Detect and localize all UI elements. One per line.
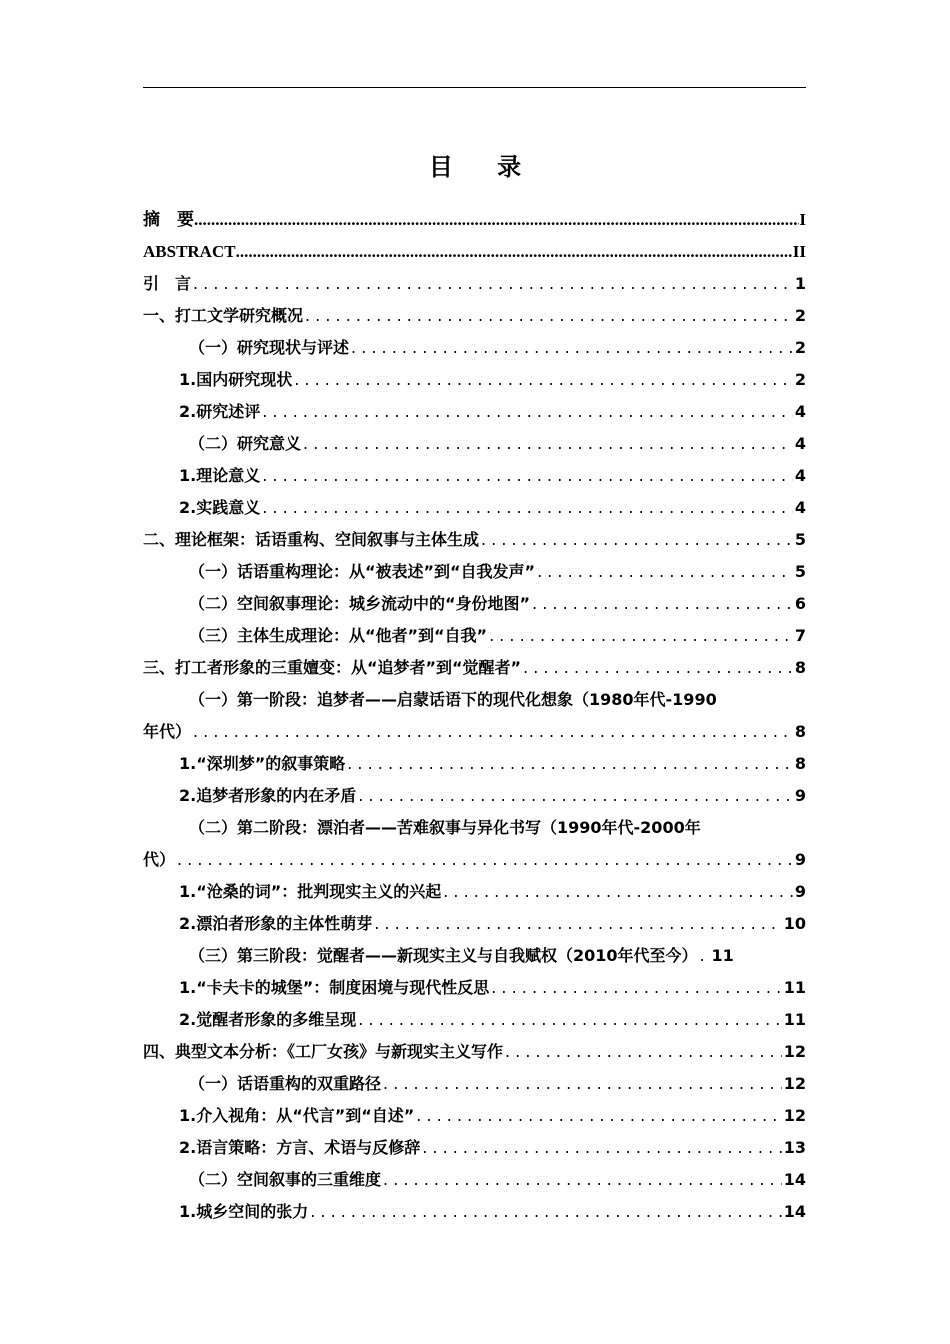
- toc-page-number: 11: [711, 946, 734, 965]
- toc-entry[interactable]: [143, 972, 806, 1004]
- toc-entry[interactable]: [143, 1068, 806, 1100]
- toc-entry-title: （二）研究意义: [189, 434, 302, 453]
- toc-entry-title: 引 言: [143, 274, 192, 293]
- toc-page-number: II: [792, 242, 806, 261]
- toc-entry[interactable]: [143, 332, 806, 364]
- toc-entry-title: 1.“卡夫卡的城堡”：制度困境与现代性反思: [179, 978, 490, 997]
- toc-page-number: 1: [794, 274, 806, 293]
- toc-page-number: 8: [794, 722, 806, 741]
- toc-entry[interactable]: [143, 204, 806, 236]
- toc-page-number: 4: [794, 434, 806, 453]
- toc-entry[interactable]: [143, 396, 806, 428]
- toc-entry[interactable]: [143, 492, 806, 524]
- toc-entry-title-line2: 年代）: [143, 722, 192, 741]
- toc-page-number: 2: [794, 338, 806, 357]
- toc-page-number: 5: [794, 530, 806, 549]
- toc-page-number: 12: [783, 1074, 806, 1093]
- toc-entry[interactable]: [143, 300, 806, 332]
- toc-entry[interactable]: [143, 748, 806, 780]
- toc-entry-title: 2.追梦者形象的内在矛盾: [179, 786, 357, 805]
- toc-entry[interactable]: [143, 716, 806, 748]
- toc-page-number: 7: [794, 626, 806, 645]
- toc-page-number: 12: [783, 1106, 806, 1125]
- toc-entry[interactable]: [143, 556, 806, 588]
- toc-page-number: 13: [783, 1138, 806, 1157]
- toc-entry-title: 2.漂泊者形象的主体性萌芽: [179, 914, 373, 933]
- toc-page-number: 6: [794, 594, 806, 613]
- toc-page-number: 11: [783, 978, 806, 997]
- toc-entry[interactable]: [143, 1196, 806, 1228]
- toc-page-number: 12: [783, 1042, 806, 1061]
- toc-page-number: 9: [794, 882, 806, 901]
- toc-page-number: 2: [794, 370, 806, 389]
- toc-entry[interactable]: [143, 908, 806, 940]
- toc-entry-title: 1.理论意义: [179, 466, 261, 485]
- toc-entry[interactable]: [143, 460, 806, 492]
- toc-entry-title: （一）话语重构的双重路径: [189, 1074, 382, 1093]
- toc-entry[interactable]: [143, 268, 806, 300]
- toc-page-number: 9: [794, 850, 806, 869]
- toc-entry-title: 二、理论框架：话语重构、空间叙事与主体生成: [143, 530, 480, 549]
- toc-entry-title: （一）研究现状与评述: [189, 338, 350, 357]
- toc-entry-title: （三）第三阶段：觉醒者——新现实主义与自我赋权（2010年代至今）: [189, 946, 698, 965]
- toc-page-number: 14: [783, 1170, 806, 1189]
- toc-page-number: 9: [794, 786, 806, 805]
- toc-entry[interactable]: [143, 620, 806, 652]
- toc-page-number: 2: [794, 306, 806, 325]
- toc-entry-title: ABSTRACT: [143, 242, 236, 261]
- toc-page-number: 14: [783, 1202, 806, 1221]
- toc-entry[interactable]: [143, 524, 806, 556]
- toc-entry[interactable]: [143, 652, 806, 684]
- toc-page-number: I: [799, 210, 806, 229]
- toc-entry[interactable]: [143, 1100, 806, 1132]
- toc-entry[interactable]: [143, 1164, 806, 1196]
- toc-entry[interactable]: [143, 876, 806, 908]
- toc-entry[interactable]: [143, 1132, 806, 1164]
- toc-entry-title: （三）主体生成理论：从“他者”到“自我”: [189, 626, 488, 645]
- toc-page-number: 4: [794, 498, 806, 517]
- toc-entry[interactable]: [143, 588, 806, 620]
- toc-entry[interactable]: [143, 1036, 806, 1068]
- toc-entry[interactable]: [143, 236, 806, 268]
- toc-page-number: 4: [794, 466, 806, 485]
- toc-entry-title: 三、打工者形象的三重嬗变：从“追梦者”到“觉醒者”: [143, 658, 522, 677]
- toc-entry-title: 四、典型文本分析：《工厂女孩》与新现实主义写作: [143, 1042, 504, 1061]
- toc-entry-title: 一、打工文学研究概况: [143, 306, 304, 325]
- toc-entry-title: 2.语言策略：方言、术语与反修辞: [179, 1138, 421, 1157]
- toc-entry[interactable]: [143, 844, 806, 876]
- toc-entry[interactable]: [143, 780, 806, 812]
- toc-page-number: 4: [794, 402, 806, 421]
- toc-entry-title: （二）空间叙事理论：城乡流动中的“身份地图”: [189, 594, 531, 613]
- toc-entry-title: 2.实践意义: [179, 498, 261, 517]
- toc-entry-title: 1.介入视角：从“代言”到“自述”: [179, 1106, 415, 1125]
- toc-entry-title-line1[interactable]: （二）第二阶段：漂泊者——苦难叙事与异化书写（1990年代-2000年: [189, 818, 701, 837]
- toc-entry-title: （二）空间叙事的三重维度: [189, 1170, 382, 1189]
- table-of-contents: [143, 204, 806, 1228]
- toc-entry[interactable]: [143, 940, 806, 972]
- toc-entry[interactable]: [143, 1004, 806, 1036]
- header-rule: [143, 87, 806, 88]
- toc-entry-title: 1.“沧桑的词”：批判现实主义的兴起: [179, 882, 442, 901]
- toc-entry[interactable]: [143, 364, 806, 396]
- toc-entry-title: 1.城乡空间的张力: [179, 1202, 309, 1221]
- toc-entry-title: （一）话语重构理论：从“被表述”到“自我发声”: [189, 562, 536, 581]
- toc-entry-title: 1.国内研究现状: [179, 370, 293, 389]
- toc-entry-title-line2: 代）: [143, 850, 176, 869]
- toc-page-number: 8: [794, 754, 806, 773]
- toc-page-number: 5: [794, 562, 806, 581]
- toc-entry-title: 摘 要: [143, 210, 194, 229]
- toc-page-number: 11: [783, 1010, 806, 1029]
- toc-page-number: 8: [794, 658, 806, 677]
- toc-entry-title-line1[interactable]: （一）第一阶段：追梦者——启蒙话语下的现代化想象（1980年代-1990: [189, 690, 717, 709]
- toc-entry-title: 1.“深圳梦”的叙事策略: [179, 754, 346, 773]
- toc-page-number: 10: [783, 914, 806, 933]
- toc-entry-title: 2.觉醒者形象的多维呈现: [179, 1010, 357, 1029]
- page-title: 目 录: [428, 153, 540, 181]
- toc-entry-title: 2.研究述评: [179, 402, 261, 421]
- toc-entry[interactable]: [143, 428, 806, 460]
